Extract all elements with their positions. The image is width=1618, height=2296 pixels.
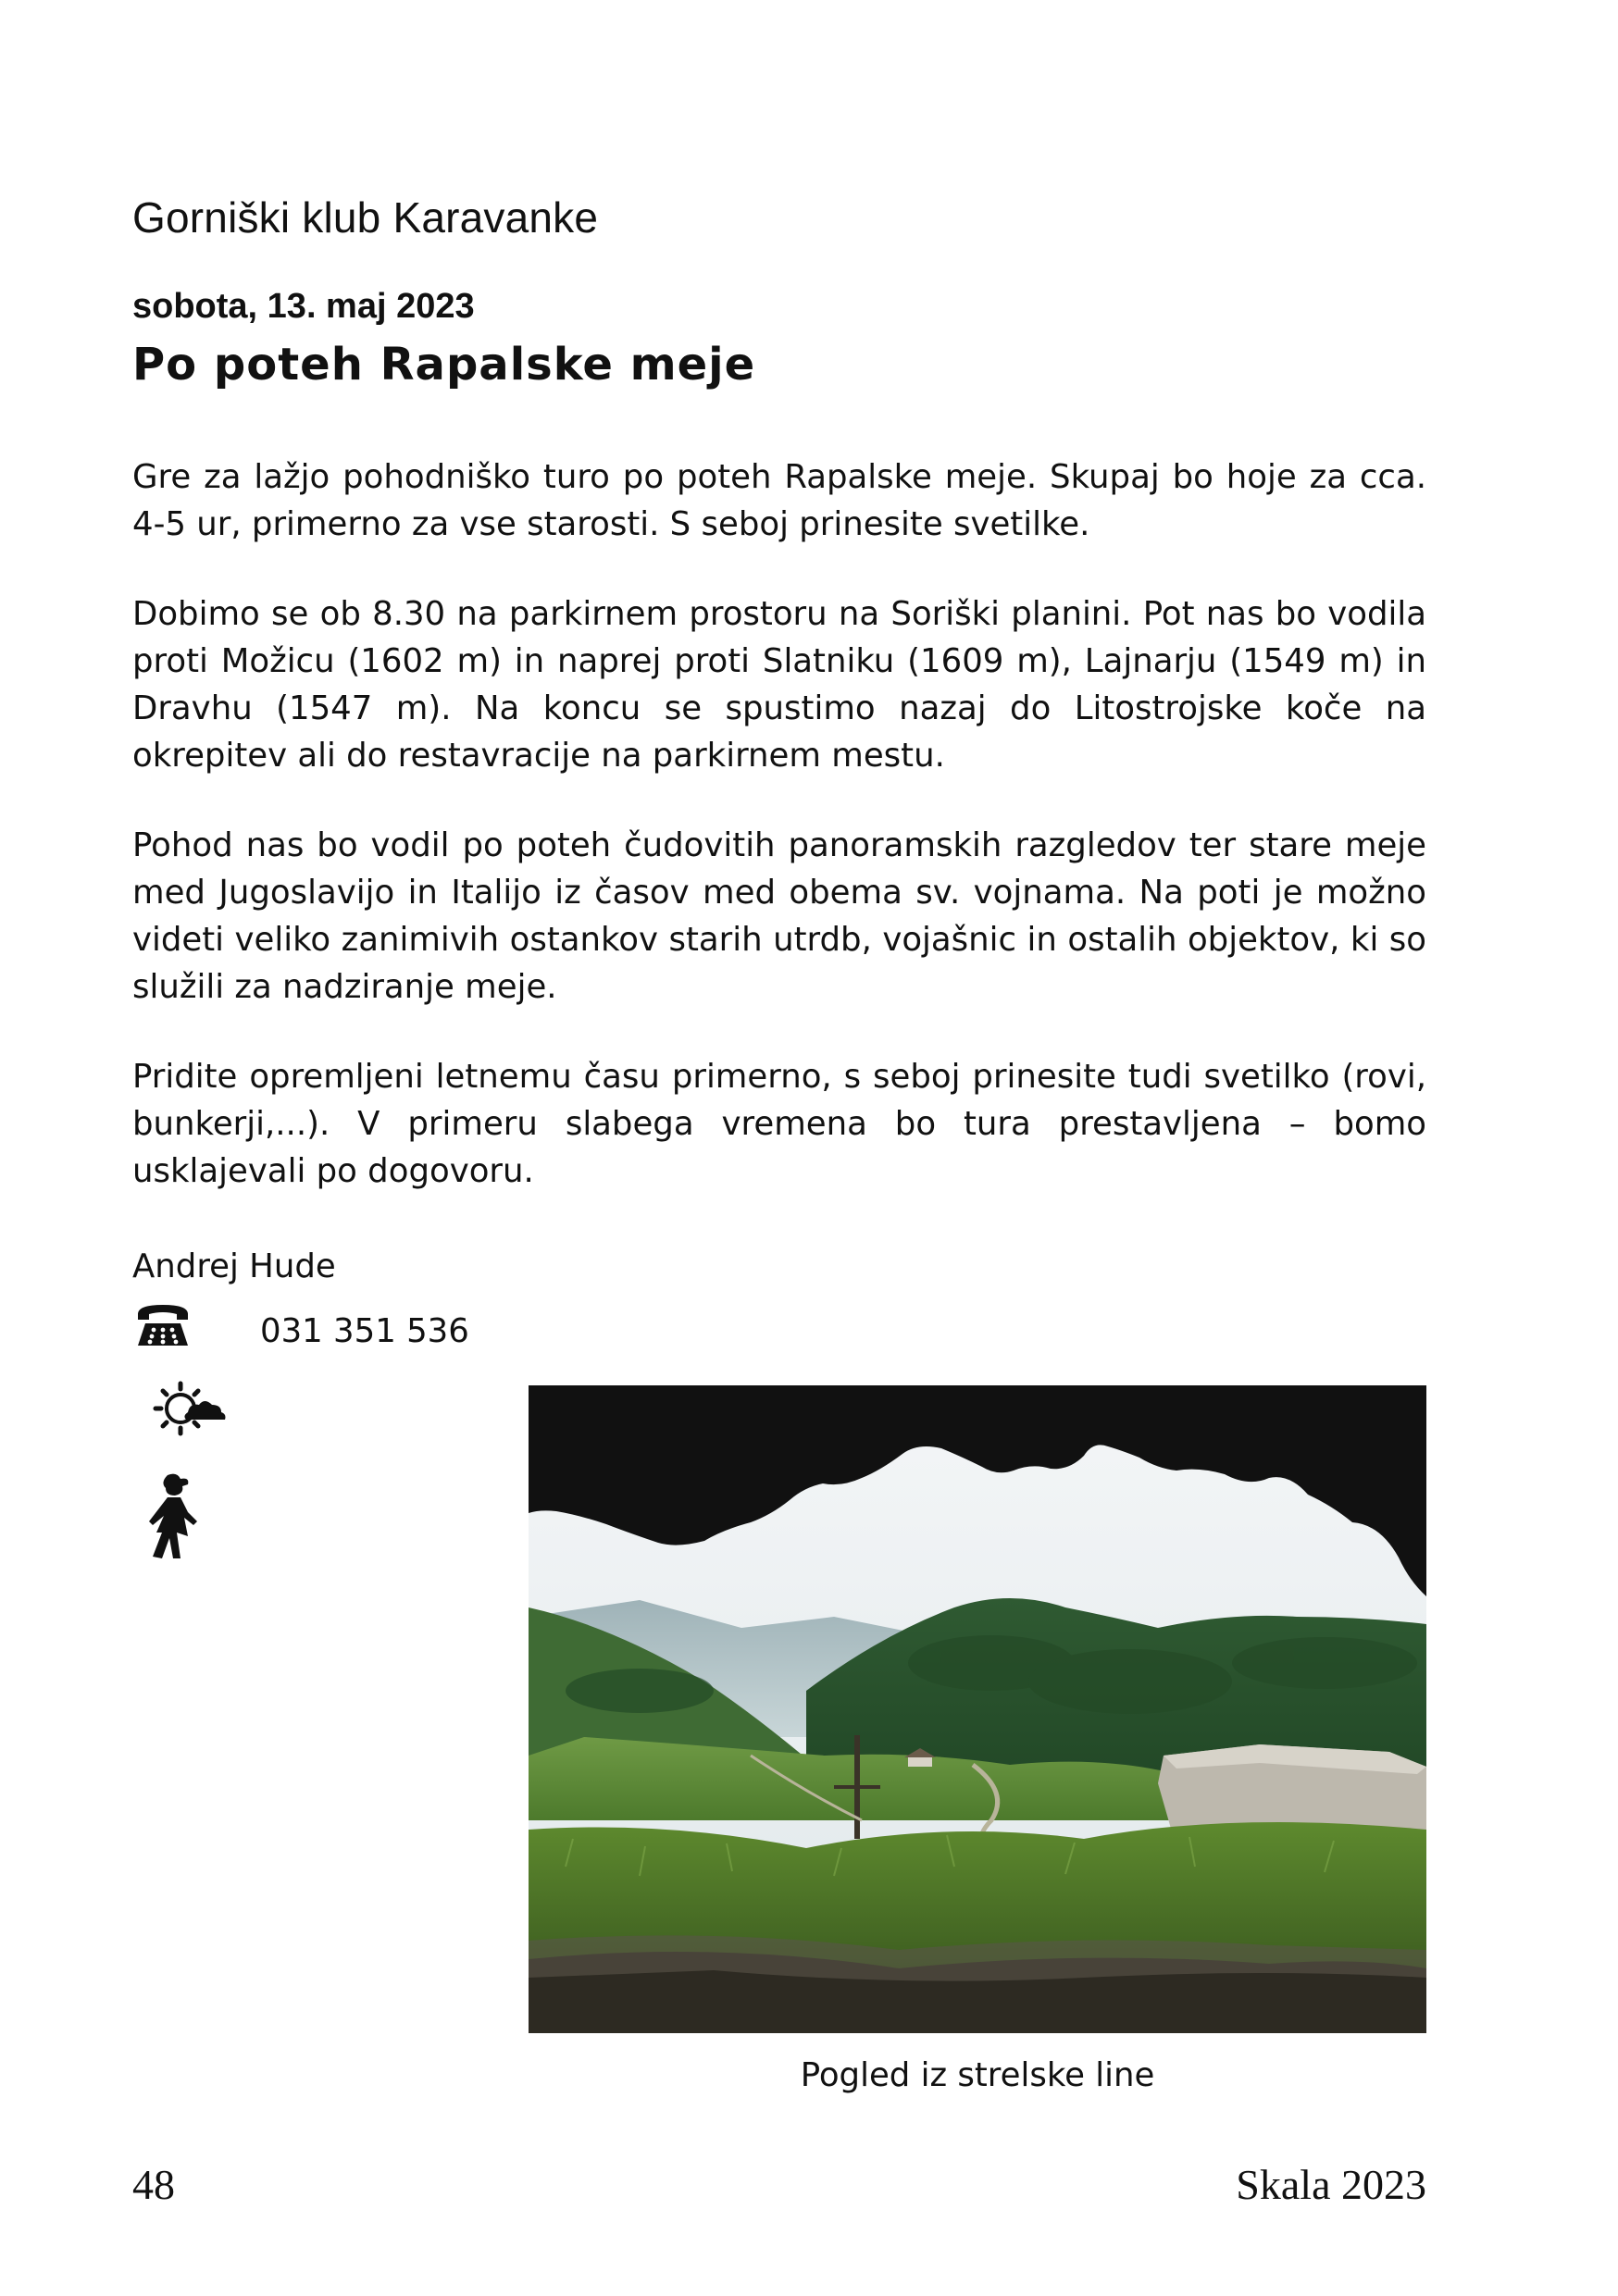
page-number: 48 (132, 2161, 175, 2208)
cave-view-mountains-image (529, 1385, 1426, 2033)
event-title: Po poteh Rapalske meje (132, 339, 756, 391)
publication-name: Skala 2023 (1236, 2161, 1426, 2208)
hiker-icon (140, 1471, 206, 1562)
paragraph-route: Dobimo se ob 8.30 na parkirnem prostoru na Soriški planini. Pot nas bo vodila proti Možicu (1602 m) in naprej proti Slatniku (1609 m), Lajnarju (1549 m) in Dravhu (1547 m). Na koncu se spustimo nazaj do Litostrojske koče na okrepitev ali do restavracije na parkirnem mestu. (132, 595, 1426, 775)
guide-name: Andrej Hude (132, 1247, 336, 1285)
guide-phone: 031 351 536 (260, 1312, 469, 1350)
landscape-photo (529, 1385, 1426, 2033)
paragraph-equipment: Pridite opremljeni letnemu času primerno, s seboj prinesite tudi svetilko (rovi, bunkerji,...). V primeru slabega vremena bo tura prestavljena – bomo usklajevali po dogovoru. (132, 1058, 1426, 1190)
weather-sun-cloud-icon (153, 1379, 229, 1438)
club-name: Gorniški klub Karavanke (132, 193, 599, 242)
document-page (132, 0, 1426, 2296)
event-date: sobota, 13. maj 2023 (132, 287, 475, 326)
paragraph-intro: Gre za lažjo pohodniško turo po poteh Rapalske meje. Skupaj bo hoje za cca. 4-5 ur, primerno za vse starosti. S seboj prinesite svetilke. (132, 458, 1426, 543)
photo-caption: Pogled iz strelske line (800, 2056, 1155, 2094)
paragraph-history: Pohod nas bo vodil po poteh čudovitih panoramskih razgledov ter stare meje med Jugoslavijo in Italijo iz časov med obema sv. vojnama. Na poti je možno videti veliko zanimivih ostankov starih utrdb, vojašnic in ostalih objektov, ki so služili za nadziranje meje. (132, 826, 1426, 1006)
telephone-icon (134, 1301, 192, 1349)
